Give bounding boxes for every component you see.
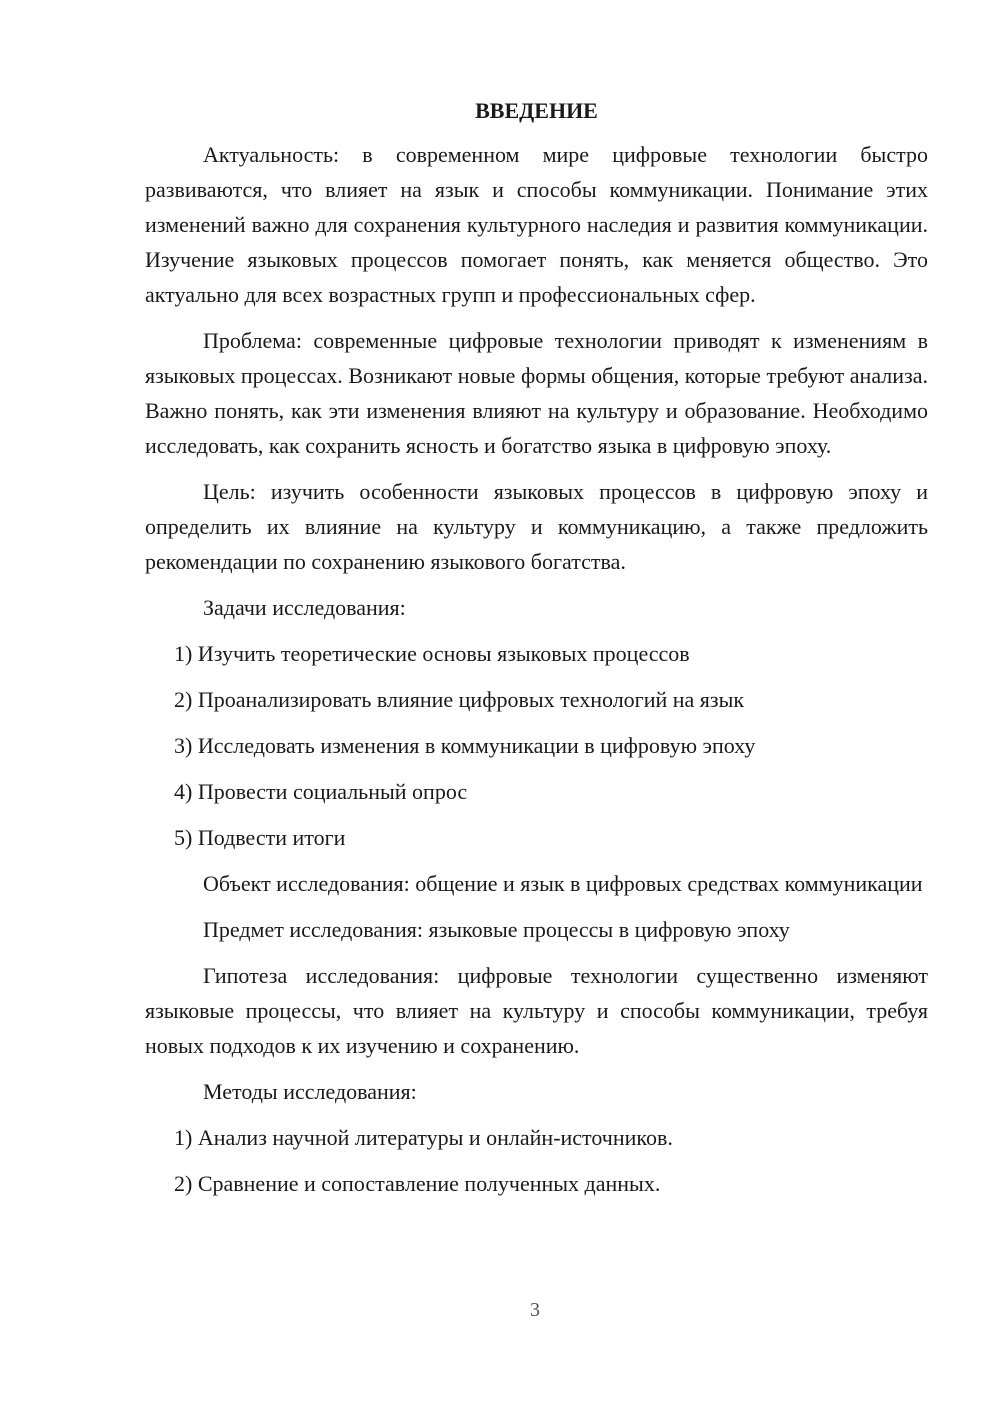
method-item: 2) Сравнение и сопоставление полученных данных.	[174, 1171, 661, 1196]
relevance-paragraph: Актуальность: в современном мире цифровые технологии быстро развиваются, что влияет на язык и способы коммуникации. Понимание этих изменений важно для сохранения культурного наследия и развития коммуникации. Изучение языковых процессов помогает понять, как меняется общество. Это актуально для всех возрастных групп и профессиональных сфер.	[145, 142, 928, 307]
section-heading: ВВЕДЕНИЕ	[475, 98, 598, 123]
task-item: 4) Провести социальный опрос	[174, 779, 468, 804]
page-number: 3	[530, 1299, 540, 1321]
document-page	[145, 96, 928, 1212]
task-item: 5) Подвести итоги	[174, 825, 346, 850]
task-item: 2) Проанализировать влияние цифровых технологий на язык	[174, 687, 745, 712]
method-item: 1) Анализ научной литературы и онлайн-источников.	[174, 1125, 673, 1150]
tasks-title: Задачи исследования:	[203, 595, 406, 620]
problem-paragraph: Проблема: современные цифровые технологии приводят к изменениям в языковых процессах. Возникают новые формы общения, которые требуют анализа. Важно понять, как эти изменения влияют на культуру и образование. Необходимо исследовать, как сохранить ясность и богатство языка в цифровую эпоху.	[145, 328, 928, 458]
goal-paragraph: Цель: изучить особенности языковых процессов в цифровую эпоху и определить их влияние на культуру и коммуникацию, а также предложить рекомендации по сохранению языкового богатства.	[145, 479, 928, 574]
task-item: 1) Изучить теоретические основы языковых процессов	[174, 641, 690, 666]
object-paragraph: Объект исследования: общение и язык в цифровых средствах коммуникации	[203, 871, 923, 896]
methods-title: Методы исследования:	[203, 1079, 417, 1104]
subject-paragraph: Предмет исследования: языковые процессы в цифровую эпоху	[203, 917, 790, 942]
hypothesis-paragraph: Гипотеза исследования: цифровые технологии существенно изменяют языковые процессы, что влияет на культуру и способы коммуникации, требуя новых подходов к их изучению и сохранению.	[145, 963, 928, 1058]
task-item: 3) Исследовать изменения в коммуникации в цифровую эпоху	[174, 733, 756, 758]
